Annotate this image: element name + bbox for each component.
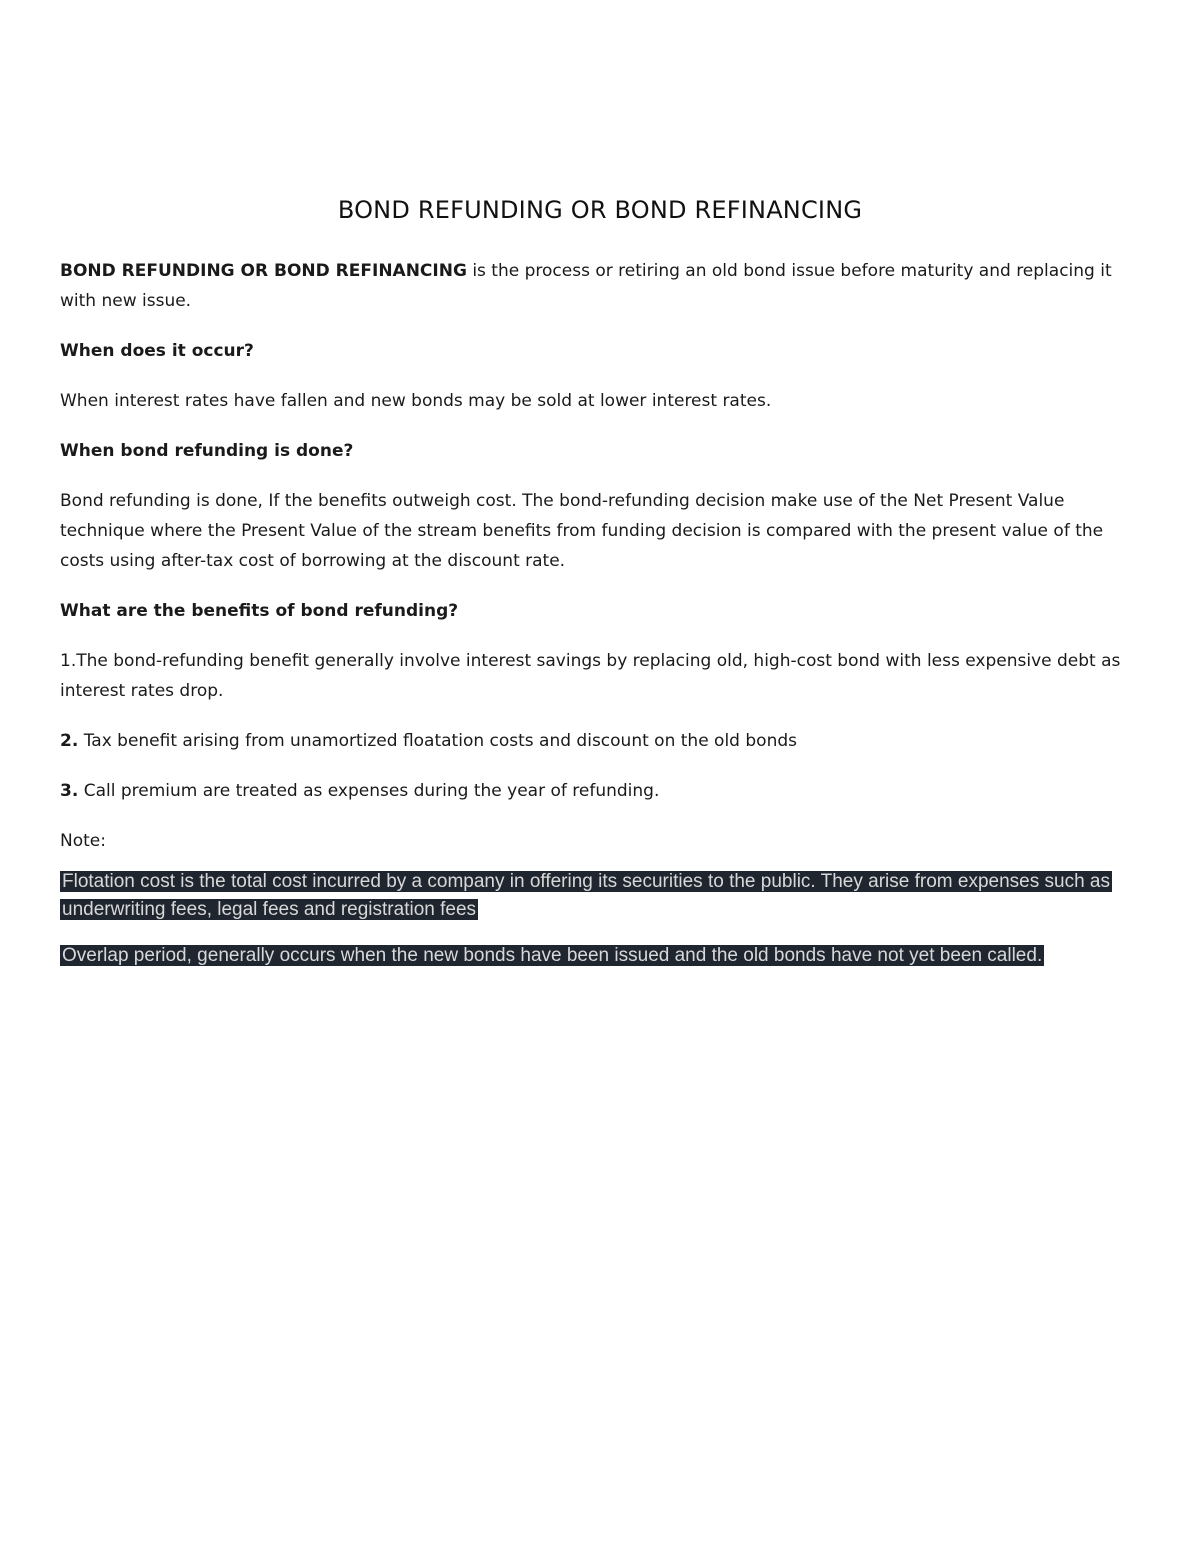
question-when-done: When bond refunding is done? <box>60 441 354 461</box>
intro-term: BOND REFUNDING OR BOND REFINANCING <box>60 261 467 281</box>
note-overlap-period <box>60 942 1140 970</box>
benefit-number: 2. <box>60 731 79 751</box>
document-title: BOND REFUNDING OR BOND REFINANCING <box>337 196 863 224</box>
benefit-item <box>60 646 1140 706</box>
note-flotation-cost <box>60 868 1140 924</box>
question-when-occur: When does it occur? <box>60 341 254 361</box>
intro-definition: is the process or retiring an old bond issue before maturity and replacing it with new issue. <box>60 261 1112 311</box>
document-body <box>60 192 1140 988</box>
benefit-item <box>60 776 1140 806</box>
benefit-text: Tax benefit arising from unamortized floatation costs and discount on the old bonds <box>78 731 797 751</box>
benefit-number: 1. <box>60 651 77 671</box>
benefit-number: 3. <box>60 781 79 801</box>
benefit-text: The bond-refunding benefit generally involve interest savings by replacing old, high-cost bond with less expensive debt as interest rates drop. <box>60 651 1121 701</box>
highlighted-text: Flotation cost is the total cost incurred by a company in offering its securities to the public. They arise from expenses such as underwriting fees, legal fees and registration fees <box>62 871 1110 920</box>
answer-when-done: Bond refunding is done, If the benefits outweigh cost. The bond-refunding decision make use of the Net Present Value technique where the Present Value of the stream benefits from funding decision is compared with the present value of the costs using after-tax cost of borrowing at the discount rate. <box>60 491 1104 571</box>
intro-paragraph <box>60 256 1140 316</box>
question-benefits: What are the benefits of bond refunding? <box>60 601 459 621</box>
note-label: Note: <box>60 831 106 851</box>
highlighted-text: Overlap period, generally occurs when the new bonds have been issued and the old bonds have not yet been called. <box>62 945 1043 966</box>
benefit-text: Call premium are treated as expenses during the year of refunding. <box>78 781 660 801</box>
benefit-item <box>60 726 1140 756</box>
answer-when-occur: When interest rates have fallen and new bonds may be sold at lower interest rates. <box>60 391 772 411</box>
